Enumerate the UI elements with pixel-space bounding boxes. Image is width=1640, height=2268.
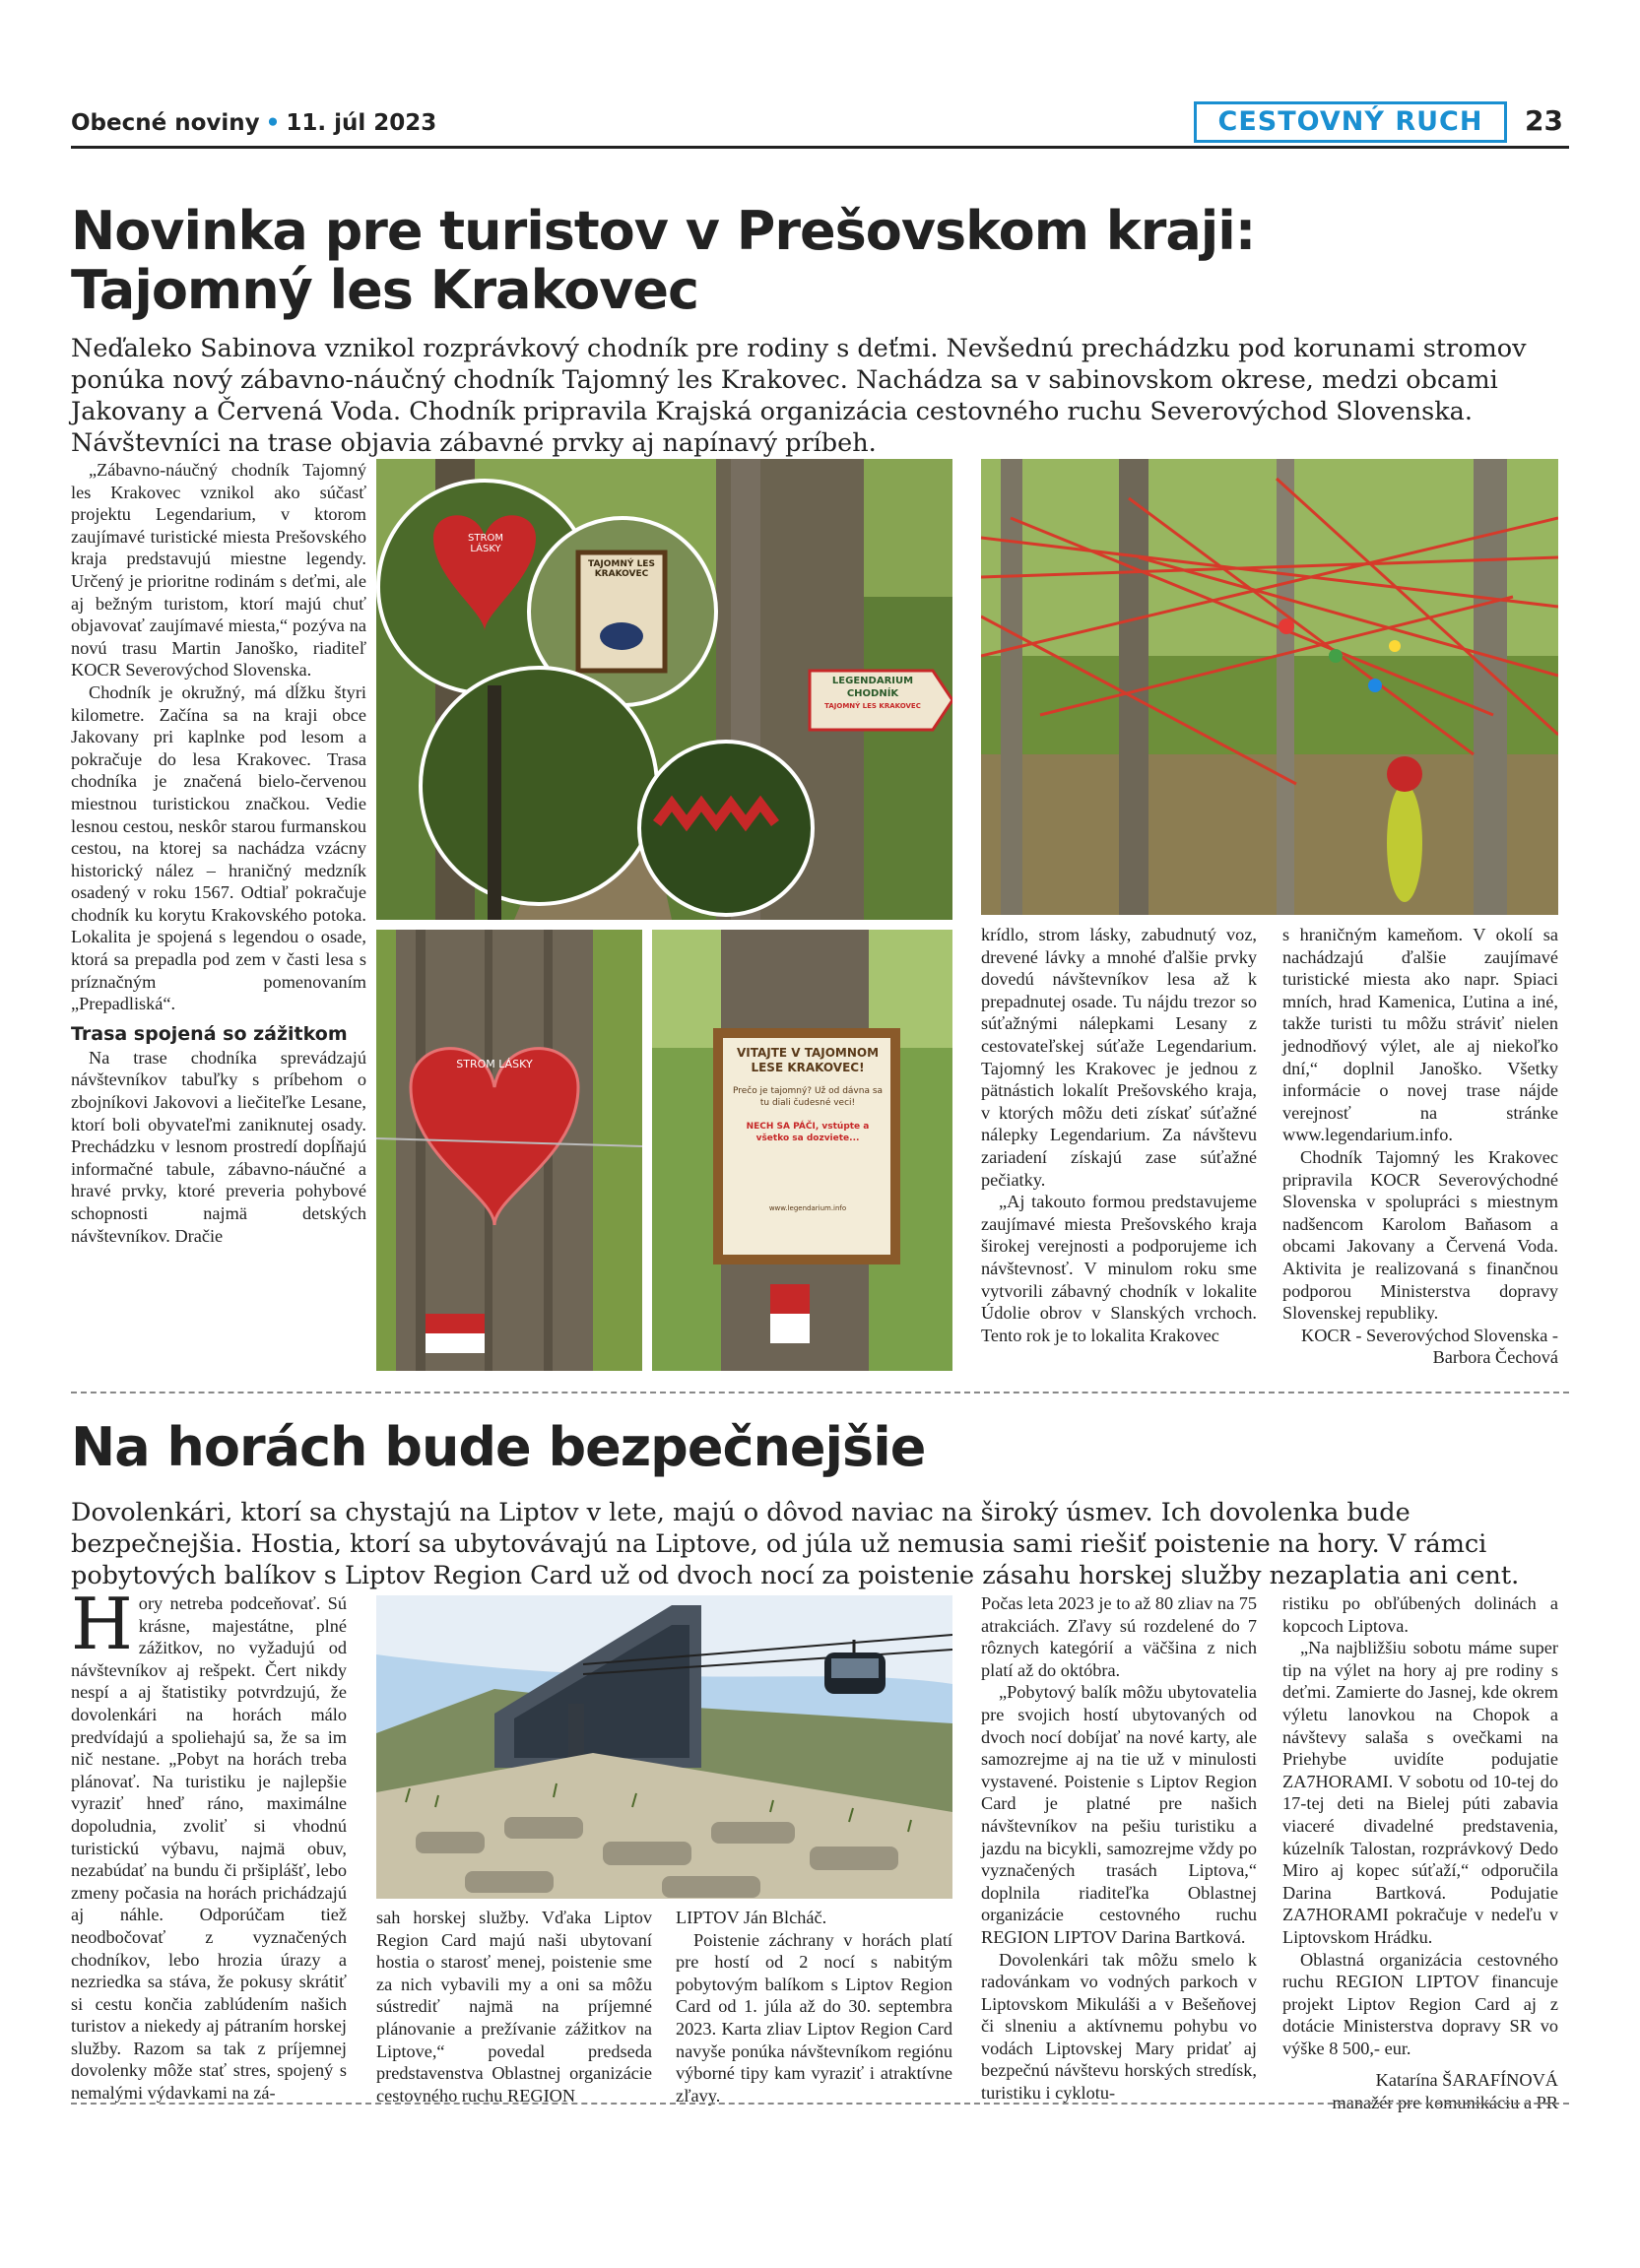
legendarium-arrow-sign: [816, 675, 930, 713]
article1-column-3: [1282, 924, 1558, 1369]
article2-column-5: [1282, 1592, 1558, 2114]
paragraph: ory netreba podceňovať. Sú krásne, majestátne, plné zážitkov, no vyžadujú od návštevníkov aj rešpekt. Čert nikdy nespí a aj štatistiky potvrdzujú, že dovolenkári na horách málo predvídajú a spoliehajú sa, že sa im nič nestane. „Pobyt na horách treba plánovať. Na turistiku je najlepšie vyraziť hneď ráno, maximálne dopoludnia, zvoliť si vhodnú turistickú výbavu, najmä obuv, nezabúdať na bundu či pršiplášť, lebo zmeny počasia na horách prichádzajú aj náhle. Odporúčam tiež neodbočovať z vyznačených chodníkov, lebo hrozia úrazy a nezriedka sa stáva, že pokusy skrátiť si cestu končia zablúdením našich turistov a niekedy aj pátraním horskej služby. Razom sa tak z príjemnej dovolenky môže stať stres, spojený s nemalými výdavkami na zá-: [71, 1593, 347, 2104]
info-sign-text: TAJOMNÝ LES KRAKOVEC: [588, 559, 655, 579]
paragraph: „Zábavno-náučný chodník Tajomný les Krakovec vznikol ako súčasť projektu Legendarium, v ktorom zaujímavé turistické miesta Prešovského kraja predstavujú miestne legendy. Určený je prioritne rodinám s deťmi, ale aj bežným turistom, ktorí majú chuť objavovať zaujímavé miesta,“ pozýva na novú trasu Martin Janoško, riaditeľ KOCR Severovýchod Slovenska.: [71, 460, 366, 680]
board-content: [729, 1046, 886, 1213]
paragraph: „Na najbližšiu sobotu máme super tip na výlet na hory aj pre rodiny s deťmi. Zamierte do Jasnej, kde okrem výletu lanovkou na Chopok a návštevy salaša s ovečkami na Priehybe uvidíte podujatie ZA7HORAMI. V sobotu od 10-tej do 17-tej deti na Bielej púti zabavia viaceré divadelné predstavenia, kúzelník Talostan, rozprávkový Dedo Miro aj kopec súťaží,“ odporučila Darina Bartková. Podujatie ZA7HORAMI pokračuje v nedeľu v Liptovskom Hrádku.: [1282, 1638, 1558, 1947]
paragraph: Chodník je okružný, má dĺžku štyri kilometre. Začína sa na kraji obce Jakovany pri kaplnke pod lesom a pokračuje do lesa Krakovec. Trasa chodníka je značená bielo-červenou miestnou turistickou značkou. Vedie lesnou cestou, neskôr starou furmanskou cestou, na ktorej sa nachádza vzácny historický nález – hraničný medzník osadený v roku 1567. Odtiaľ pokračuje chodník ku korytu Krakovského potoka. Lokalita je spojená s legendou o osade, ktorá sa prepadla pod zem v časti lesa s príznačným pomenovaním „Prepadliská“.: [71, 681, 366, 1014]
board-question: Prečo je tajomný? Už od dávna sa tu diali čudesné veci!: [732, 1086, 884, 1108]
article2-signature-role: manažér pre komunikáciu a PR: [1332, 2093, 1558, 2113]
paragraph: Oblastná organizácia cestovného ruchu REGION LIPTOV financuje projekt Liptov Region Card aj z dotácie Ministerstva dopravy SR vo výške 8 500,- eur.: [1282, 1949, 1558, 2058]
photo-welcome-board: [652, 930, 952, 1371]
photo-rope-web: [981, 459, 1558, 915]
article2-column-3: [676, 1907, 952, 2106]
photo-forest-collage: [376, 459, 952, 920]
article2-signature-name: Katarína ŠARAFÍNOVÁ: [1375, 2070, 1558, 2091]
paragraph: Dovolenkári tak môžu smelo k radovánkam vo vodných parkoch v Liptovskom Mikuláši a v Bešeňovej či slneniu a aktívnemu pohybu vo vodách Liptovskej Mary pridať aj bezpečnú návštevu horských stredísk, turistiku i cyklotu-: [981, 1949, 1257, 2104]
paragraph: LIPTOV Ján Blcháč.: [676, 1908, 827, 1927]
photo-cable-car-art: [376, 1595, 952, 1899]
article2-column-2: [376, 1907, 652, 2106]
photo-heart-tree-art: [376, 930, 642, 1371]
section-rubric: CESTOVNÝ RUCH: [1194, 101, 1507, 143]
photo-rope-web-art: [981, 459, 1558, 915]
article2-column-4: [981, 1592, 1257, 2105]
paragraph: s hraničným kameňom. V okolí sa nachádzajú ďalšie zaujímavé turistické miesta ako napr. Spiaci mních, hrad Kamenica, Ľutina a iné, takže turisti tu môžu stráviť nielen jednodňový výlet, ale aj niekoľko dní,“ doplnil Janoško. Všetky informácie o novej trase nájde verejnosť na stránke www.legendarium.info.: [1282, 925, 1558, 1145]
board-title: VITAJTE V TAJOMNOM LESE KRAKOVEC!: [736, 1046, 880, 1074]
arrow-sign-line3: TAJOMNÝ LES KRAKOVEC: [824, 702, 921, 710]
article1-title-line1: Novinka pre turistov v Prešovskom kraji:: [71, 200, 1256, 262]
heart-sign-text: STROM LÁSKY: [468, 533, 503, 554]
article2-column-1: [71, 1583, 347, 2105]
header-rule: [71, 146, 1569, 149]
arrow-sign-line1: LEGENDARIUM: [831, 676, 914, 686]
paragraph: krídlo, strom lásky, zabudnutý voz, drevené lávky a mnohé ďalšie prvky dovedú návštevníkov lesa až k prepadnutej osade. Tu nájdu trezor so súťažnými nálepkami Lesany z cestovateľskej súťaže Legendarium. Tajomný les Krakovec je jednou z pätnástich lokalít Prešovského kraja, v ktorých môžu deti získať súťažné nálepky Legendarium. Za návštevu zariadení získajú zase súťažné pečiatky.: [981, 925, 1257, 1190]
article1-column-1: [71, 459, 366, 1247]
paragraph: „Pobytový balík môžu ubytovatelia pre svojich hostí ubytovaných od dvoch nocí dobíjať na nové karty, ale samozrejme aj na tie už v minulosti vystavené. Poistenie s Liptov Region Card je platné pre našich návštevníkov na pešiu turistiku a jazdu na bicykli, samozrejme vždy po vyznačených trasách Liptova,“ doplnila riaditeľka Oblastnej organizácie cestovného ruchu REGION LIPTOV Darina Bartková.: [981, 1682, 1257, 1947]
article1-signature: KOCR - Severovýchod Slovenska - Barbora Čechová: [1301, 1325, 1558, 1368]
photo-cable-car: [376, 1595, 952, 1899]
paragraph: Počas leta 2023 je to až 80 zliav na 75 atrakciách. Zľavy sú rozdelené do 7 rôznych kategórií a väčšina z nich platí až do októbra.: [981, 1593, 1257, 1680]
paragraph: Poistenie záchrany v horách platí pre hostí od 2 nocí s nabitým pobytovým balíkom s Liptov Region Card od 1. júla až do 30. septembra 2023. Karta zliav Liptov Region Card navyše ponúka návštevníkom regiónu výborné tipy kam vyraziť i atraktívne zľavy.: [676, 1929, 952, 2106]
article-divider: [71, 1392, 1569, 1393]
article2-lead: Dovolenkári, ktorí sa chystajú na Liptov v lete, majú o dôvod naviac na široký úsmev. Ich dovolenka bude bezpečnejšia. Hostia, ktorí sa ubytovávajú na Liptove, od júla už nemusia sami riešiť poistenie na hory. V rámci pobytových balíkov s Liptov Region Card už od dvoch nocí za poistenie zásahu horskej služby nezaplatia ani cent.: [71, 1498, 1520, 1590]
heart-bottom-text: STROM LÁSKY: [456, 1058, 533, 1070]
dropcap: H: [71, 1583, 133, 1665]
paragraph: sah horskej služby. Vďaka Liptov Region Card majú naši ubytovaní hostia o starosť menej, poistenie sme za nich vybavili my a oni sa môžu sústrediť najmä na príjemné plánovanie a prežívanie zážitkov na Liptove,“ povedal predseda predstavenstva Oblastnej organizácie cestovného ruchu REGION: [376, 1908, 652, 2106]
paragraph: „Aj takouto formou predstavujeme zaujímavé miesta Prešovského kraja širokej verejnosti a podporujeme ich návštevnosť. V minulom roku sme vytvorili zábavný chodník v lokalite Údolie obrov v Slanských vrchoch. Tento rok je to lokalita Krakovec: [981, 1192, 1257, 1345]
board-url: www.legendarium.info: [768, 1204, 847, 1212]
paragraph: Na trase chodníka sprevádzajú návštevníkov tabuľky s príbehom o zbojníkovi Jakovovi a liečiteľke Lesane, ktorí boli obyvateľmi zaniknutej osady. Prechádzku v lesnom prostredí dopĺňajú informačné tabule, zábavno-náučné a hravé prvky, ktoré preveria pohybové schopnosti najmä detských návštevníkov. Dračie: [71, 1047, 366, 1246]
article1-title: [71, 202, 1255, 320]
article1-lead: Neďaleko Sabinova vznikol rozprávkový chodník pre rodiny s deťmi. Nevšednú prechádzku pod korunami stromov ponúka nový zábavno-náučný chodník Tajomný les Krakovec. Nachádza sa v sabinovskom okrese, medzi obcami Jakovany a Červená Voda. Chodník pripravila Krajská organizácia cestovného ruchu Severovýchod Slovenska. Návštevníci na trase objavia zábavné prvky aj napínavý príbeh.: [71, 334, 1527, 458]
publication-name: Obecné noviny: [71, 110, 260, 136]
arrow-sign-line2: CHODNÍK: [846, 688, 899, 699]
article1-title-line2: Tajomný les Krakovec: [71, 259, 699, 321]
board-cta: NECH SA PÁČI, vstúpte a všetko sa dozviete...: [746, 1122, 870, 1143]
paragraph: Chodník Tajomný les Krakovec pripravila KOCR Severovýchodné Slovenska v spolupráci s miestnym nadšencom Karolom Baňasom a obcami Jakovany a Červená Voda. Aktivita je realizovaná s finančnou podporou Ministerstva dopravy Slovenskej republiky.: [1282, 1146, 1558, 1324]
issue-date: 11. júl 2023: [286, 110, 437, 136]
bottom-divider: [71, 2103, 1569, 2105]
article1-subheading: Trasa spojená so zážitkom: [71, 1022, 348, 1045]
masthead: [71, 110, 436, 136]
photo-heart-tree: [376, 930, 642, 1371]
article2-title: Na horách bude bezpečnejšie: [71, 1416, 926, 1478]
article1-column-2: [981, 924, 1257, 1346]
page-number: 23: [1525, 104, 1563, 137]
paragraph: ristiku po obľúbených dolinách a kopcoch Liptova.: [1282, 1593, 1558, 1636]
separator-dot: •: [265, 110, 281, 136]
